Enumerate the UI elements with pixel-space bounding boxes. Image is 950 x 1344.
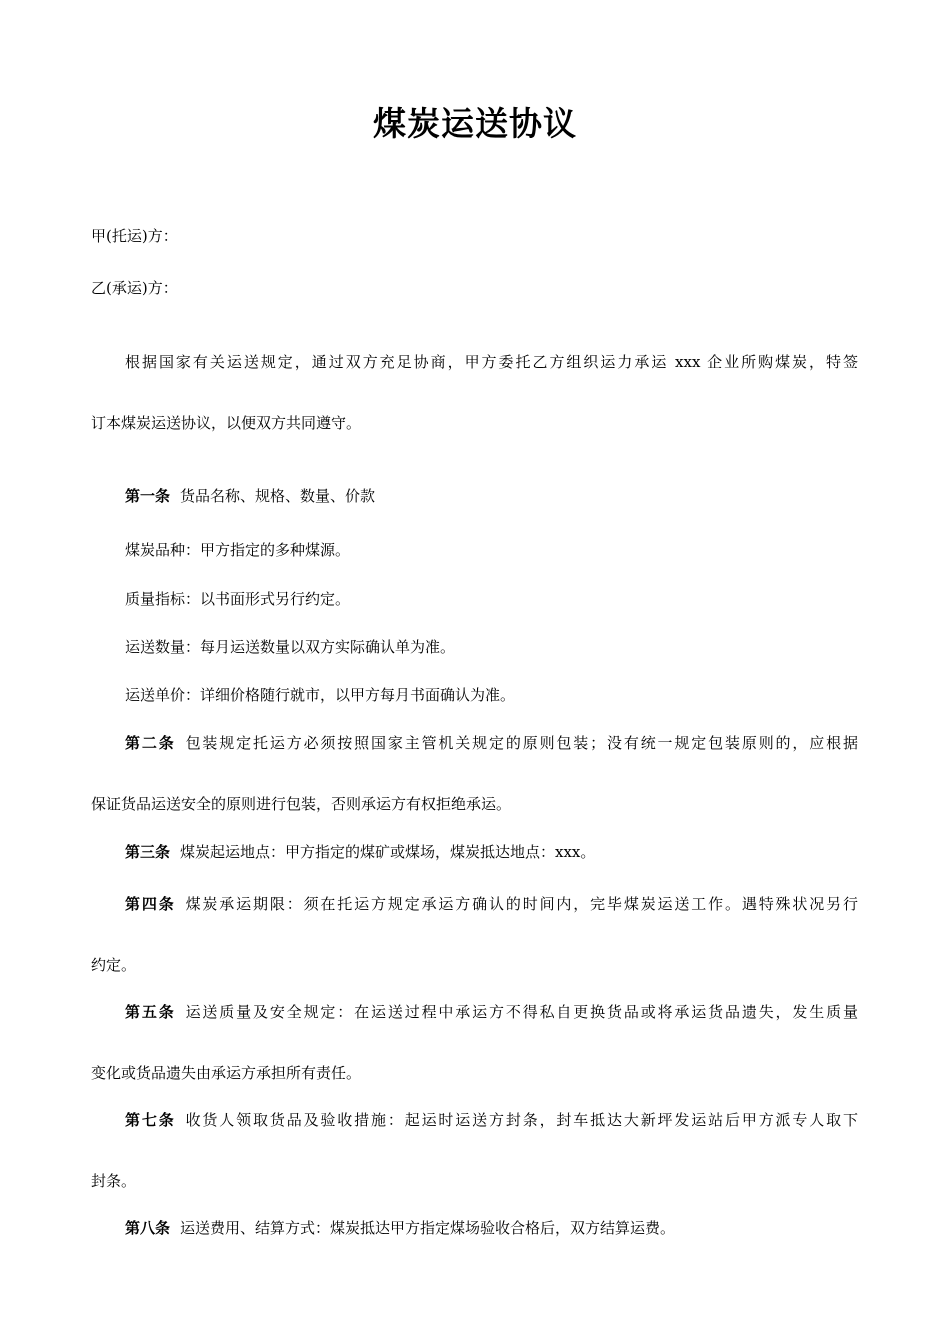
article-1-item-unit-price: 运送单价：详细价格随行就市，以甲方每月书面确认为准。 <box>125 686 516 704</box>
article-1-label: 第一条 <box>125 487 171 505</box>
article-3-text: 煤炭起运地点：甲方指定的煤矿或煤场，煤炭抵达地点：xxx。 <box>180 843 596 861</box>
article-8-text: 运送费用、结算方式：煤炭抵达甲方指定煤场验收合格后，双方结算运费。 <box>180 1219 676 1237</box>
article-2-label: 第二条 <box>125 734 176 752</box>
article-8-line <box>125 1217 675 1239</box>
article-7-text-1: 收货人领取货品及验收措施：起运时运送方封条，封车抵达大新坪发运站后甲方派专人取下 <box>185 1111 858 1129</box>
article-3-label: 第三条 <box>125 843 171 861</box>
article-2-line-1 <box>125 732 858 754</box>
article-5-label: 第五条 <box>125 1003 176 1021</box>
article-7-line-2: 封条。 <box>91 1172 137 1190</box>
article-1-item-coal-type: 煤炭品种：甲方指定的多种煤源。 <box>125 541 351 559</box>
article-7-line-1 <box>125 1109 858 1131</box>
party-a-line: 甲(托运)方： <box>91 227 178 245</box>
party-b-line: 乙(承运)方： <box>91 279 178 297</box>
article-3-line <box>125 841 595 863</box>
article-1-item-quantity: 运送数量：每月运送数量以双方实际确认单为准。 <box>125 638 456 656</box>
article-7-label: 第七条 <box>125 1111 176 1129</box>
article-1-item-quality: 质量指标：以书面形式另行约定。 <box>125 590 351 608</box>
article-5-line-2: 变化或货品遗失由承运方承担所有责任。 <box>91 1064 362 1082</box>
article-1-text: 货品名称、规格、数量、价款 <box>180 487 376 505</box>
article-4-line-1 <box>125 893 858 915</box>
article-5-line-1 <box>125 1001 858 1023</box>
article-2-line-2: 保证货品运送安全的原则进行包装，否则承运方有权拒绝承运。 <box>91 795 512 813</box>
document-title: 煤炭运送协议 <box>373 104 577 143</box>
article-4-label: 第四条 <box>125 895 176 913</box>
article-4-text-1: 煤炭承运期限：须在托运方规定承运方确认的时间内，完毕煤炭运送工作。遇特殊状况另行 <box>185 895 858 913</box>
article-8-label: 第八条 <box>125 1219 171 1237</box>
article-2-text-1: 包装规定托运方必须按照国家主管机关规定的原则包装；没有统一规定包装原则的，应根据 <box>185 734 858 752</box>
intro-paragraph-line-1: 根据国家有关运送规定，通过双方充足协商，甲方委托乙方组织运力承运 xxx 企业所购煤炭，特签 <box>125 353 858 371</box>
article-4-line-2: 约定。 <box>91 956 137 974</box>
article-5-text-1: 运送质量及安全规定：在运送过程中承运方不得私自更换货品或将承运货品遗失，发生质量 <box>185 1003 858 1021</box>
intro-paragraph-line-2: 订本煤炭运送协议，以便双方共同遵守。 <box>91 414 362 432</box>
article-1-heading <box>125 485 375 507</box>
